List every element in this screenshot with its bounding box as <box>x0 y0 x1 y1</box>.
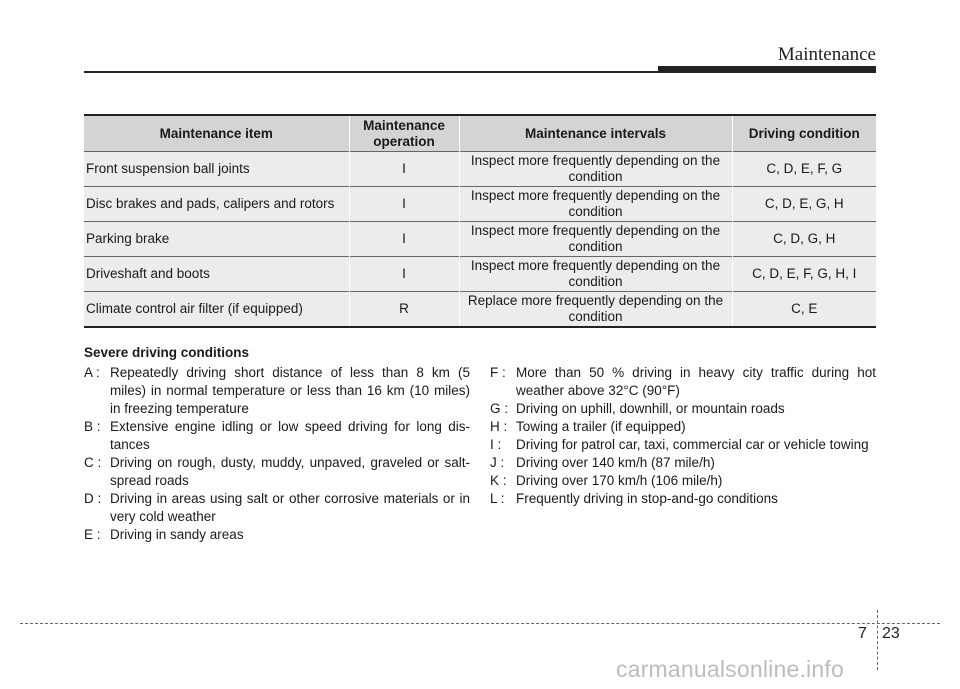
condition-key: F : <box>490 365 506 380</box>
condition-text: More than 50 % driving in heavy city traffic during hot weather above 32°C (90°F) <box>516 365 876 398</box>
column-header-item: Maintenance item <box>84 115 349 152</box>
condition-item <box>490 436 876 454</box>
cell-item: Driveshaft and boots <box>84 257 349 292</box>
condition-text: Driving in areas using salt or other corrosive materials or in very cold weather <box>110 491 470 524</box>
condition-key: L : <box>490 491 505 506</box>
footer-page-divider <box>877 610 878 670</box>
condition-key: A : <box>84 365 100 380</box>
condition-key: I : <box>490 437 502 452</box>
column-header-intervals: Maintenance intervals <box>459 115 732 152</box>
condition-text: Driving over 140 km/h (87 mile/h) <box>516 455 715 470</box>
maintenance-table <box>84 114 876 328</box>
condition-key: G : <box>490 401 509 416</box>
cell-operation: R <box>349 292 459 328</box>
condition-item <box>490 454 876 472</box>
cell-intervals: Replace more frequently depending on the condition <box>459 292 732 328</box>
column-header-operation: Maintenance operation <box>349 115 459 152</box>
condition-item <box>490 490 876 508</box>
condition-key: H : <box>490 419 508 434</box>
cell-condition: C, D, E, F, G <box>732 152 876 187</box>
condition-item <box>84 454 470 490</box>
condition-item <box>84 490 470 526</box>
cell-item: Front suspension ball joints <box>84 152 349 187</box>
severe-conditions-list-right <box>490 364 876 508</box>
cell-intervals: Inspect more frequently depending on the condition <box>459 152 732 187</box>
cell-condition: C, E <box>732 292 876 328</box>
condition-key: C : <box>84 455 102 470</box>
condition-item <box>490 472 876 490</box>
table-row <box>84 257 876 292</box>
table-header-row <box>84 115 876 152</box>
condition-item <box>490 400 876 418</box>
cell-item: Climate control air filter (if equipped) <box>84 292 349 328</box>
cell-intervals: Inspect more frequently depending on the condition <box>459 187 732 222</box>
table-row <box>84 292 876 328</box>
page-header-title: Maintenance <box>777 44 876 65</box>
condition-item <box>84 364 470 418</box>
condition-text: Frequently driving in stop-and-go conditions <box>516 491 778 506</box>
condition-key: J : <box>490 455 505 470</box>
condition-text: Driving for patrol car, taxi, commercial car or vehicle towing <box>516 437 869 452</box>
footer-divider <box>20 623 940 624</box>
cell-operation: I <box>349 257 459 292</box>
header-rule-thin <box>84 71 664 73</box>
condition-text: Driving over 170 km/h (106 mile/h) <box>516 473 723 488</box>
condition-text: Driving in sandy areas <box>110 527 244 542</box>
condition-text: Driving on rough, dusty, muddy, unpaved, graveled or salt-spread roads <box>110 455 470 488</box>
condition-key: K : <box>490 473 507 488</box>
cell-condition: C, D, E, F, G, H, I <box>732 257 876 292</box>
cell-condition: C, D, G, H <box>732 222 876 257</box>
cell-intervals: Inspect more frequently depending on the condition <box>459 257 732 292</box>
condition-item <box>490 364 876 400</box>
cell-operation: I <box>349 187 459 222</box>
chapter-number: 7 <box>858 625 867 642</box>
header-rule-thick <box>658 66 876 73</box>
condition-text: Extensive engine idling or low speed driving for long dis-tances <box>110 419 470 452</box>
severe-conditions-heading: Severe driving conditions <box>84 345 250 360</box>
condition-text: Towing a trailer (if equipped) <box>516 419 686 434</box>
condition-key: E : <box>84 527 101 542</box>
condition-text: Driving on uphill, downhill, or mountain roads <box>516 401 785 416</box>
column-header-condition: Driving condition <box>732 115 876 152</box>
condition-item <box>490 418 876 436</box>
condition-item <box>84 418 470 454</box>
condition-key: B : <box>84 419 101 434</box>
cell-operation: I <box>349 152 459 187</box>
condition-key: D : <box>84 491 102 506</box>
table-row <box>84 152 876 187</box>
watermark: carmanualsonline.info <box>616 656 844 682</box>
cell-condition: C, D, E, G, H <box>732 187 876 222</box>
table-row <box>84 187 876 222</box>
condition-item <box>84 526 470 544</box>
cell-intervals: Inspect more frequently depending on the condition <box>459 222 732 257</box>
condition-text: Repeatedly driving short distance of less than 8 km (5 miles) in normal temperature or less than 16 km (10 miles) in freezing temperature <box>110 365 470 416</box>
cell-operation: I <box>349 222 459 257</box>
cell-item: Parking brake <box>84 222 349 257</box>
table-row <box>84 222 876 257</box>
cell-item: Disc brakes and pads, calipers and rotors <box>84 187 349 222</box>
page-number: 23 <box>882 625 900 642</box>
severe-conditions-list-left <box>84 364 470 544</box>
